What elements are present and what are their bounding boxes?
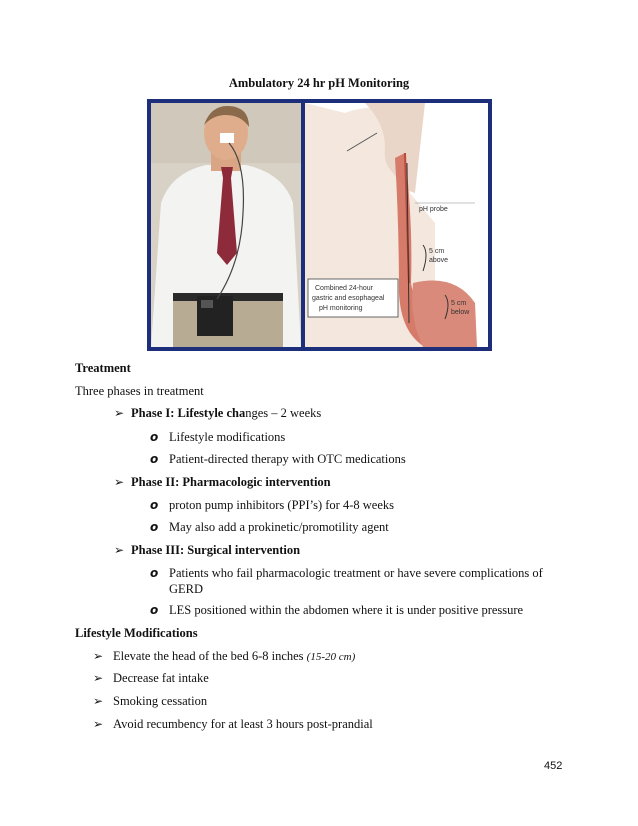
circle-bullet-icon: o xyxy=(150,452,159,466)
phase2-title: Phase II: Pharmacologic intervention xyxy=(131,475,331,489)
box-label-3: pH monitoring xyxy=(319,305,363,312)
arrow-bullet-icon: ➢ xyxy=(93,671,104,685)
box-label-1: Combined 24-hour xyxy=(315,285,373,292)
esophagus-illustration xyxy=(305,103,488,347)
phase3-item-line1: Patients who fail pharmacologic treatment or have severe complications of xyxy=(169,566,543,580)
phase1-item: Lifestyle modifications xyxy=(169,430,286,444)
treatment-heading: Treatment xyxy=(75,361,131,375)
treatment-intro: Three phases in treatment xyxy=(75,384,204,398)
patient-photo xyxy=(151,103,301,347)
lifestyle-item-italic: (15-20 cm) xyxy=(306,651,356,663)
page-number: 452 xyxy=(544,760,563,772)
phase1-item: Patient-directed therapy with OTC medications xyxy=(169,452,406,466)
lifestyle-item xyxy=(113,649,355,665)
page-title: Ambulatory 24 hr pH Monitoring xyxy=(228,76,410,90)
lifestyle-item: Decrease fat intake xyxy=(113,671,209,685)
phase3-title: Phase III: Surgical intervention xyxy=(131,543,301,557)
phase3-item-line2: GERD xyxy=(169,582,204,596)
phase1-title-bold: Phase I: Lifestyle cha xyxy=(131,406,246,420)
lifestyle-item: Avoid recumbency for at least 3 hours post-prandial xyxy=(113,717,373,731)
lifestyle-item: Smoking cessation xyxy=(113,694,208,708)
arrow-bullet-icon: ➢ xyxy=(114,475,125,489)
arrow-bullet-icon: ➢ xyxy=(93,717,104,731)
phase1-title-rest: nges – 2 weeks xyxy=(245,406,322,420)
phase3-item: LES positioned within the abdomen where it is under positive pressure xyxy=(169,603,524,617)
circle-bullet-icon: o xyxy=(150,498,159,512)
circle-bullet-icon: o xyxy=(150,520,159,534)
circle-bullet-icon: o xyxy=(150,566,159,580)
phase2-item: proton pump inhibitors (PPI’s) for 4-8 weeks xyxy=(169,498,394,512)
box-label-2: gastric and esophageal xyxy=(312,295,385,302)
above-label-1: 5 cm xyxy=(429,248,445,255)
above-label-2: above xyxy=(429,257,449,264)
esophagus-diagram xyxy=(305,103,488,347)
arrow-bullet-icon: ➢ xyxy=(114,543,125,557)
ph-probe-label: pH probe xyxy=(419,206,448,213)
arrow-bullet-icon: ➢ xyxy=(93,649,104,663)
below-label-1: 5 cm xyxy=(451,300,467,307)
phase1-title xyxy=(131,406,321,421)
arrow-bullet-icon: ➢ xyxy=(114,406,125,420)
circle-bullet-icon: o xyxy=(150,430,159,444)
phase2-item: May also add a prokinetic/promotility agent xyxy=(169,520,389,534)
lifestyle-item-text: Elevate the head of the bed 6-8 inches xyxy=(113,649,307,663)
lifestyle-heading: Lifestyle Modifications xyxy=(75,626,198,640)
arrow-bullet-icon: ➢ xyxy=(93,694,104,708)
circle-bullet-icon: o xyxy=(150,603,159,617)
ph-monitoring-figure xyxy=(147,99,492,351)
below-label-2: below xyxy=(451,309,470,316)
patient-illustration xyxy=(151,103,301,347)
